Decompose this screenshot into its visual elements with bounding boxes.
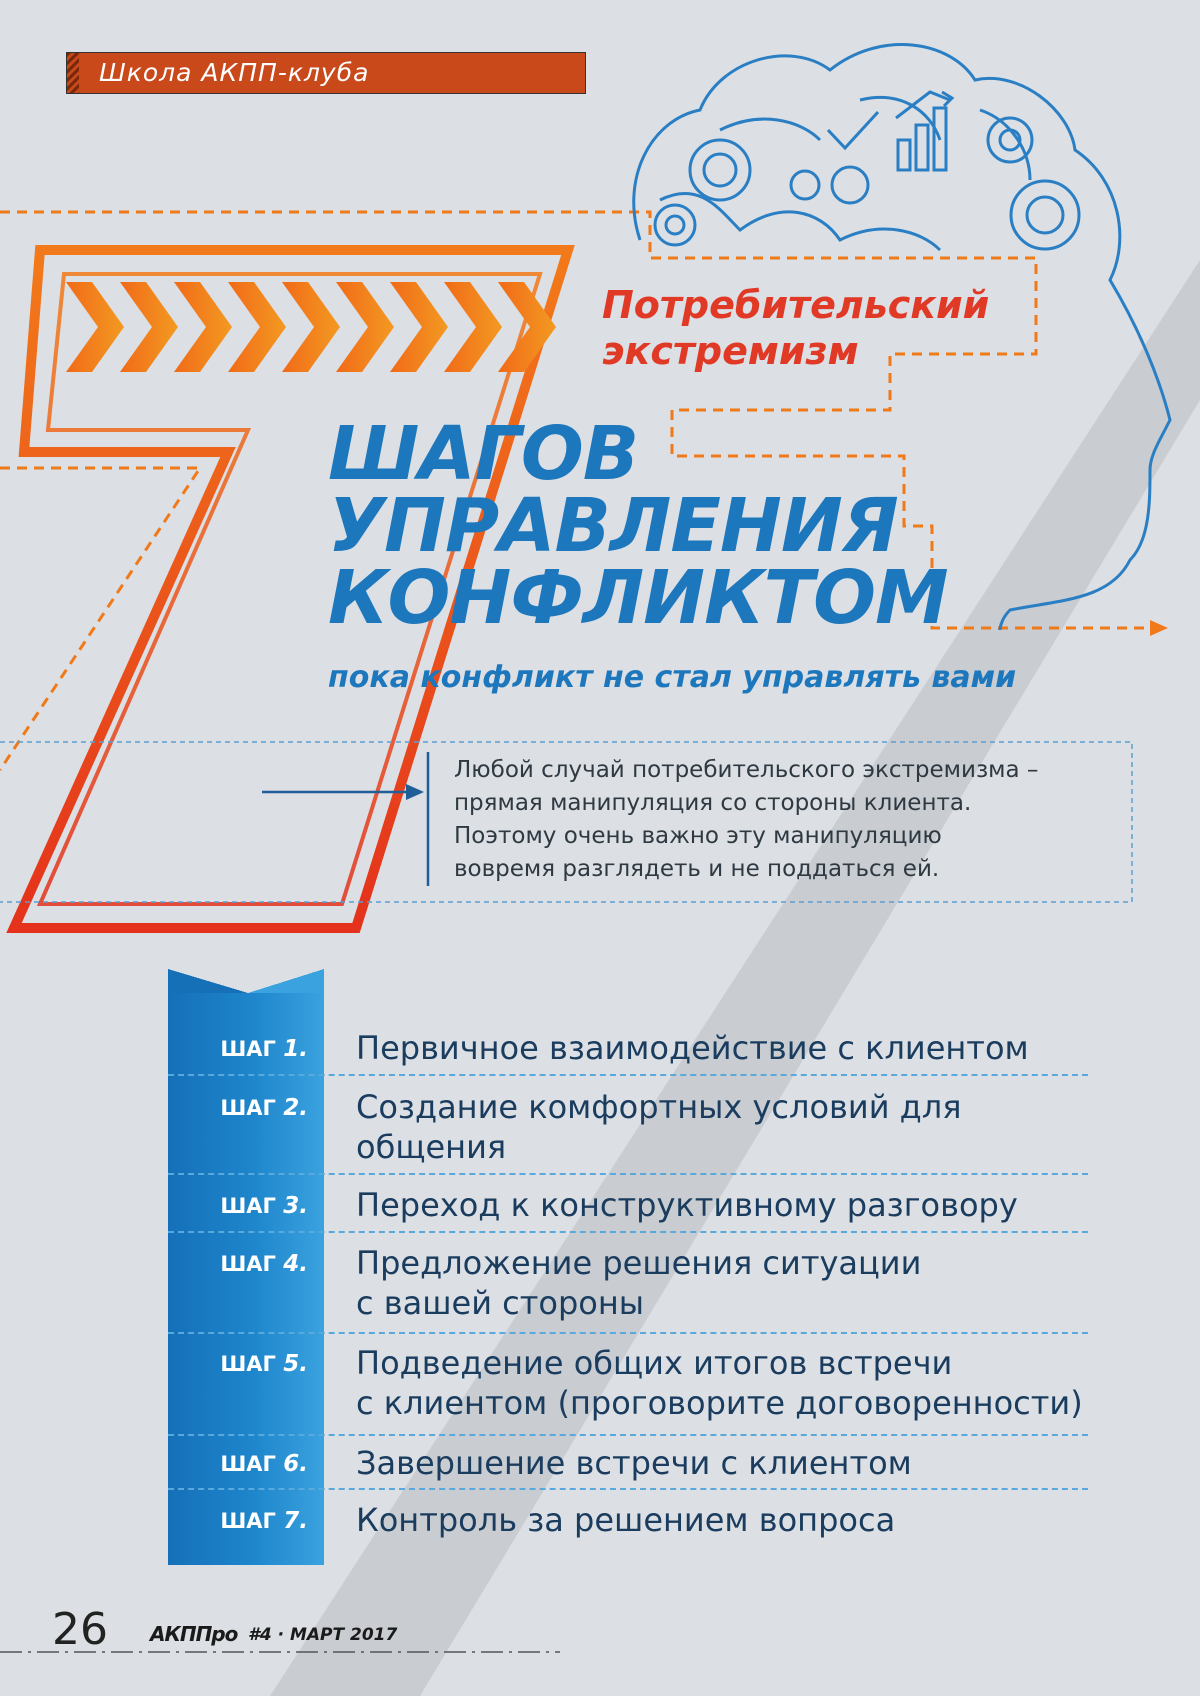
- hero-tagline: пока конфликт не стал управлять вами: [328, 660, 1017, 695]
- step-5-text: Подведение общих итогов встречи с клиентом (проговорите договоренности): [356, 1344, 1083, 1422]
- step-divider: [168, 1231, 1088, 1233]
- hero-subtitle-line2: экстремизм: [602, 329, 859, 373]
- step-divider: [168, 1434, 1088, 1436]
- step-divider: [168, 1173, 1088, 1175]
- step-4-text: Предложение решения ситуации с вашей стороны: [356, 1244, 922, 1322]
- section-tag: [66, 52, 586, 94]
- chevron-arrows: [66, 282, 556, 372]
- step-5-label: ШАГ 5.: [220, 1351, 308, 1377]
- hero-title-line3: КОНФЛИКТОМ: [328, 555, 948, 641]
- intro-line4: вовремя разглядеть и не поддаться ей.: [454, 856, 940, 882]
- magazine-issue: #4 · МАРТ 2017: [248, 1625, 398, 1645]
- page-number: 26: [52, 1604, 108, 1655]
- intro-line3: Поэтому очень важно эту манипуляцию: [454, 823, 942, 849]
- step-divider: [168, 1332, 1088, 1334]
- step-divider: [168, 1074, 1088, 1076]
- arrow-head: [1150, 620, 1168, 636]
- step-2-text: Создание комфортных условий для общения: [356, 1088, 962, 1166]
- hero-subtitle-line1: Потребительский: [602, 283, 990, 327]
- step-2-label: ШАГ 2.: [220, 1095, 308, 1121]
- intro-line2: прямая манипуляция со стороны клиента.: [454, 790, 972, 816]
- hero-title: [328, 411, 948, 641]
- intro-line1: Любой случай потребительского экстремизма –: [454, 757, 1039, 783]
- step-6-text: Завершение встречи с клиентом: [356, 1444, 912, 1482]
- step-6-label: ШАГ 6.: [220, 1451, 308, 1477]
- step-3-text: Переход к конструктивному разговору: [356, 1186, 1018, 1224]
- step-3-label: ШАГ 3.: [220, 1193, 308, 1219]
- step-4-label: ШАГ 4.: [220, 1251, 308, 1277]
- step-7-text: Контроль за решением вопроса: [356, 1501, 896, 1539]
- hero-subtitle: [602, 282, 989, 374]
- section-tag-label: Школа АКПП-клуба: [99, 58, 370, 87]
- step-1-text: Первичное взаимодействие с клиентом: [356, 1029, 1029, 1067]
- hero-title-line1: ШАГОВ: [328, 411, 639, 497]
- step-divider: [168, 1488, 1088, 1490]
- hero-title-line2: УПРАВЛЕНИЯ: [328, 483, 898, 569]
- intro-paragraph: [454, 754, 1134, 886]
- magazine-logo: АКППро: [150, 1622, 238, 1646]
- steps-bar: [168, 993, 324, 1565]
- step-1-label: ШАГ 1.: [220, 1036, 308, 1062]
- step-7-label: ШАГ 7.: [220, 1508, 308, 1534]
